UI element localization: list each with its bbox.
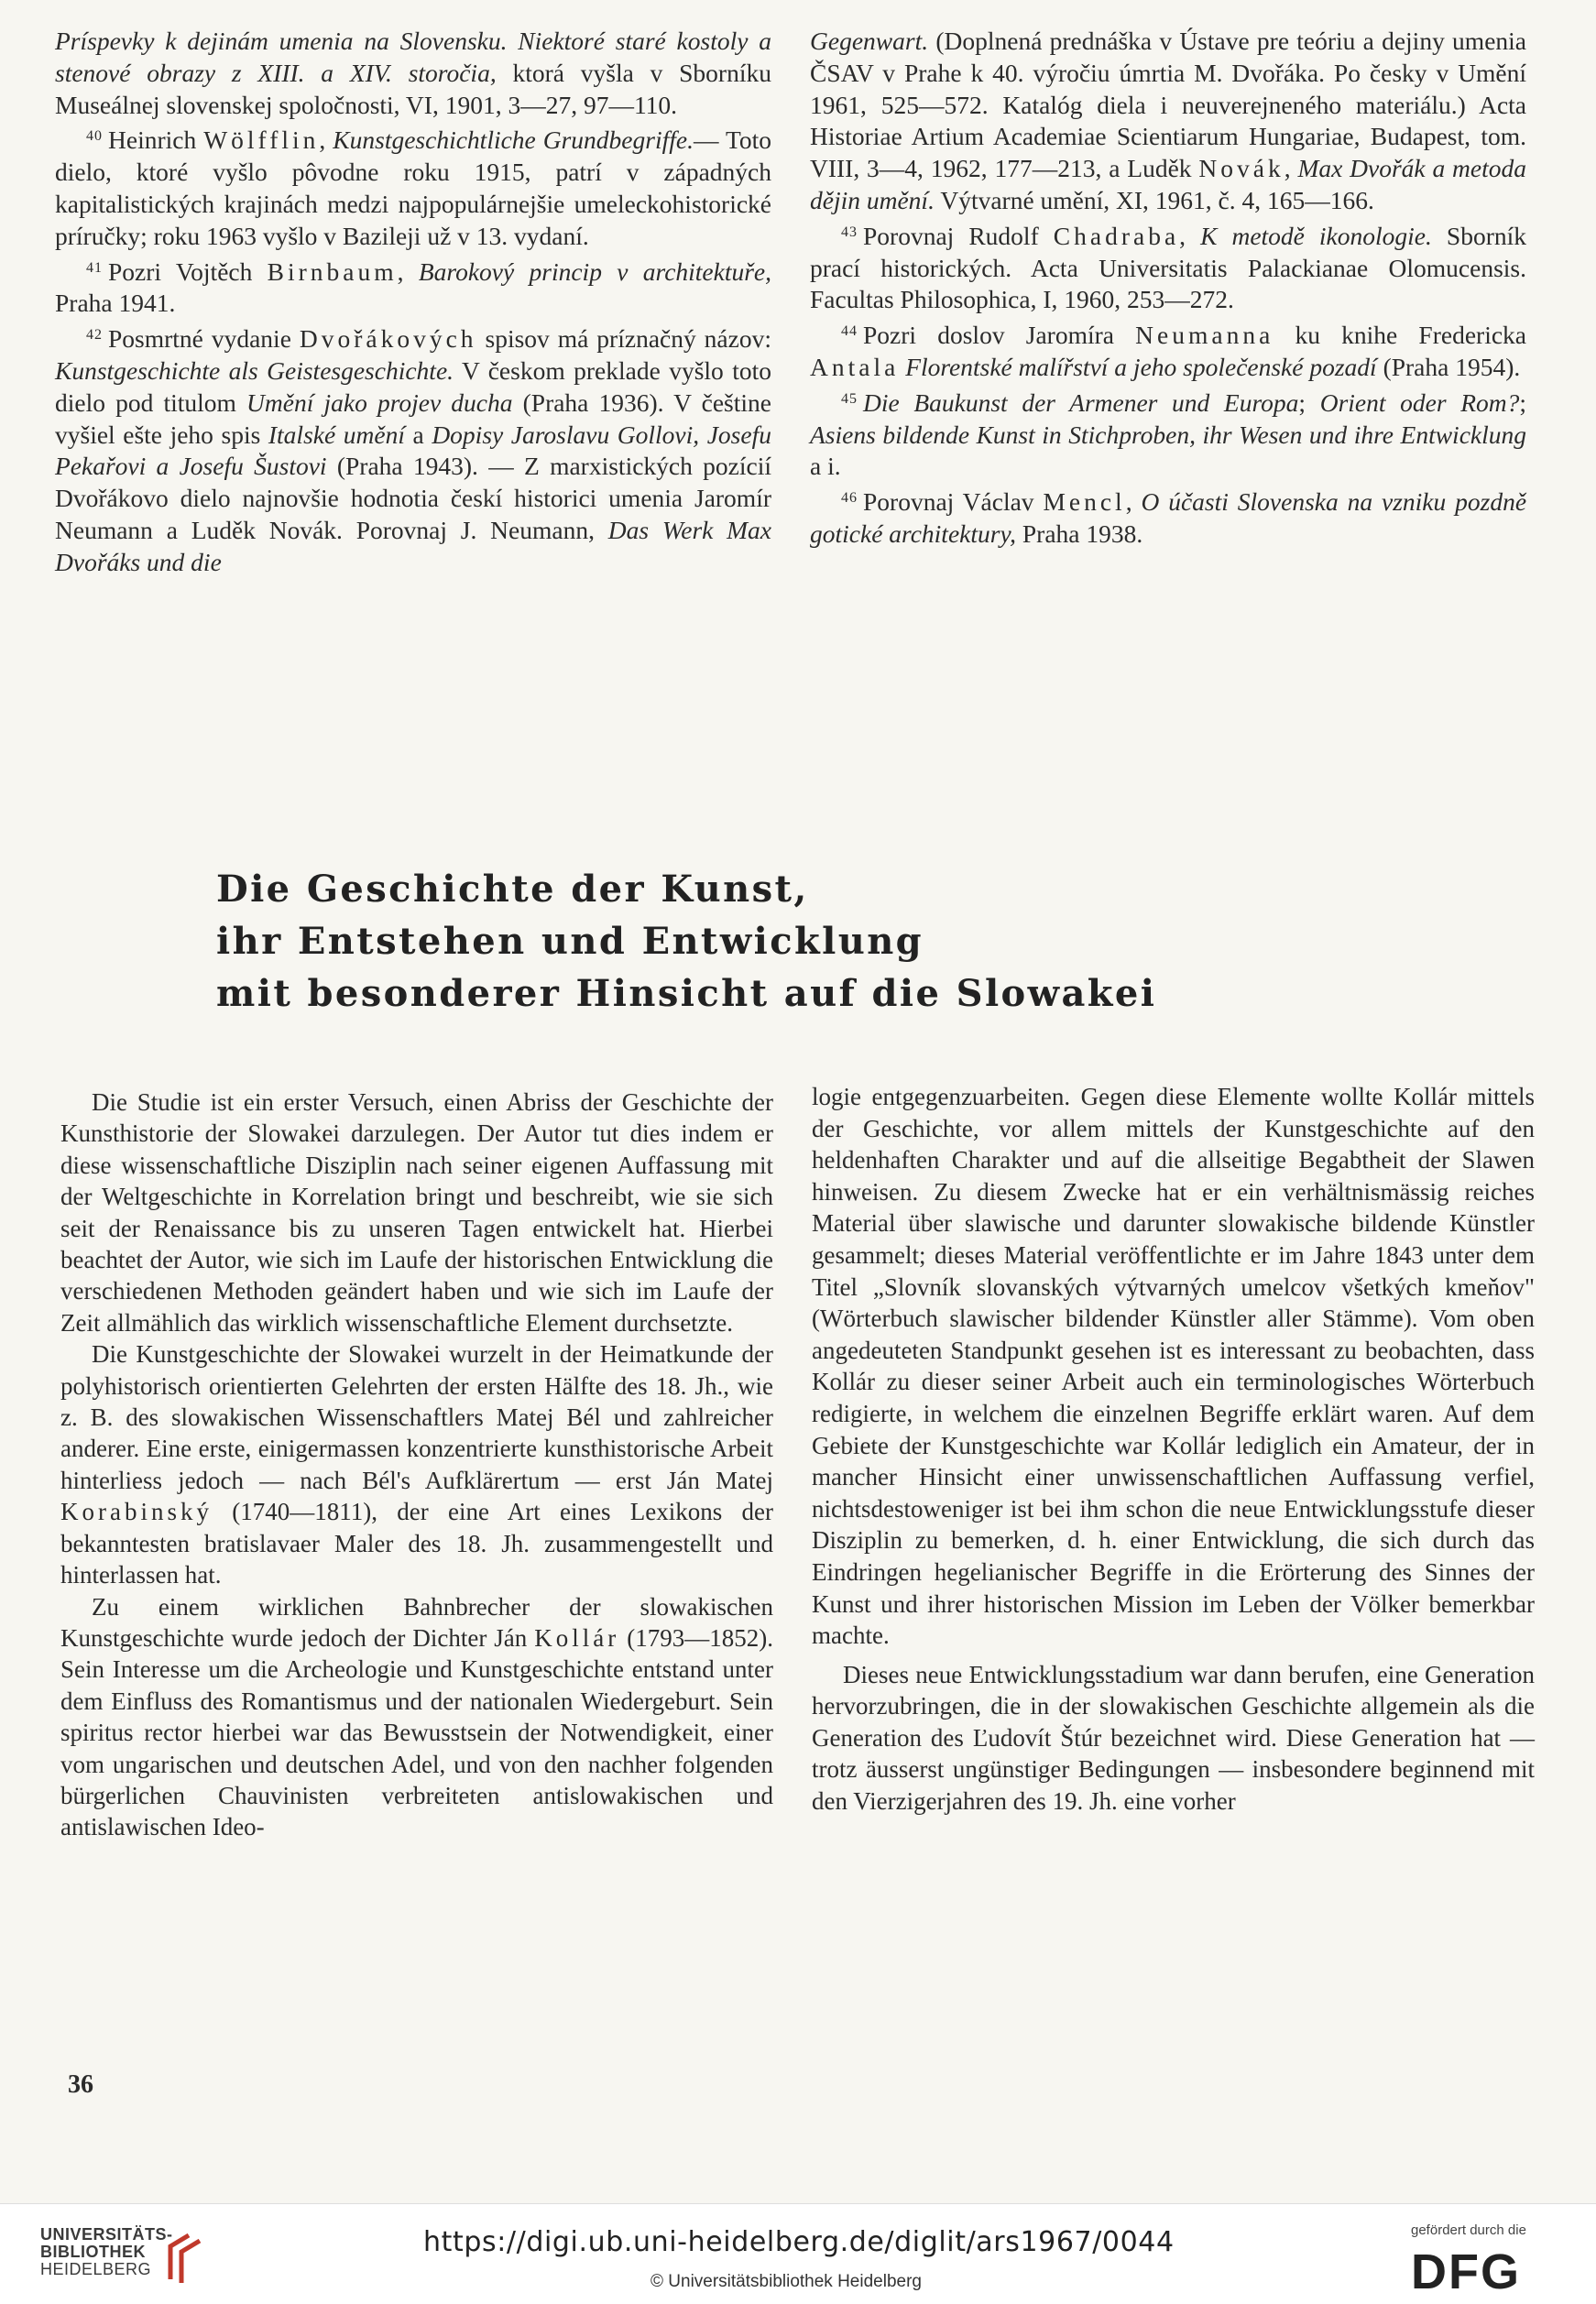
body-paragraph: Die Kunstgeschichte der Slowakei wurzelt in der Heimatkunde der polyhistorisch orientierten Gelehrten der ersten Hälfte des 18. Jh., wie z. B. des slowakischen Wissenschaftlers Matej Bél und zahlreicher anderer. Eine erste, einigermassen konzentrierte kunsthistorische Arbeit hinterliess jedoch — nach Bél's Aufklärertum — erst Ján Matej Korabinský (1740—1811), der eine Art eines Lexikons der bekanntesten bratislavaer Maler des 18. Jh. zusammengestellt und hinterlassen hat.: [60, 1340, 773, 1589]
footnote-44: $^{44}$ Pozri doslov Jaromíra Neumanna ku knihe Fredericka Antala Florentské malířství a jeho společenské pozadí (Praha 1954).: [810, 321, 1526, 381]
library-emblem-icon: [161, 2232, 205, 2287]
footnotes-left-column: [55, 26, 771, 579]
footer-bar: [0, 2203, 1596, 2304]
body-left-column: [60, 1086, 773, 1843]
dfg-logo[interactable]: [1411, 2244, 1558, 2294]
body-right-column: [812, 1081, 1535, 1818]
heading-line-3: mit besonderer Hinsicht auf die Slowakei: [216, 972, 1157, 1015]
footnote-continued: Príspevky k dejinám umenia na Slovensku. Niektoré staré kostoly a stenové obrazy z XIII. a XIV. storočia, ktorá vyšla v Sborníku Museálnej slovenskej spoločnosti, VI, 1901, 3—27, 97—110.: [55, 27, 771, 119]
body-paragraph: Die Studie ist ein erster Versuch, einen Abriss der Geschichte der Kunsthistorie der Slowakei darzulegen. Der Autor tut dies indem er diese wissenschaftliche Disziplin nach seiner eigenen Auffassung mit der Weltgeschichte in Korrelation bringt und beschreibt, wie sie sich seit der Renaissance bis zu unseren Tagen entwickelt hat. Hierbei beachtet der Autor, wie sich im Laufe der historischen Entwicklung die verschiedenen Methoden geändert haben und wie sich im Laufe der Zeit allmählich das wirklich wissenschaftliche Element durchsetzte.: [60, 1088, 773, 1337]
body-paragraph: Zu einem wirklichen Bahnbrecher der slowakischen Kunstgeschichte wurde jedoch der Dichter Ján Kollár (1793—1852). Sein Interesse um die Archeologie und Kunstgeschichte entstand unter dem Einfluss des Romantismus und der nationalen Wiedergeburt. Sein spiritus rector hierbei war das Bewusstsein der Notwendigkeit, einer vom ungarischen und deutschen Adel, und von den nachher folgenden bürgerlichen Chauvinisten verbreiteten antislowakischen und antislawischen Ideo-: [60, 1592, 774, 1841]
footnote-42: $^{42}$ Posmrtné vydanie Dvořákových spisov má príznačný názov: Kunstgeschichte als Geistesgeschichte. V českom preklade vyšlo toto dielo pod titulom Umění jako projev ducha (Praha 1936). V češtine vyšiel ešte jeho spis Italské umění a Dopisy Jaroslavu Gollovi, Josefu Pekařovi a Josefu Šustovi (Praha 1943). — Z marxistických pozícií Dvořákovo dielo najnovšie hodnotia českí historici umenia Jaromír Neumann a Luděk Novák. Porovnaj J. Neumann, Das Werk Max Dvořáks und die: [55, 324, 771, 576]
heading-line-1: Die Geschichte der Kunst,: [216, 868, 809, 911]
library-name-line-3: HEIDELBERG: [40, 2260, 152, 2278]
library-name-line-2: BIBLIOTHEK: [40, 2243, 146, 2261]
heading-line-2: ihr Entstehen und Entwicklung: [216, 920, 924, 963]
footnote-continued: Gegenwart. (Doplnená prednáška v Ústave pre teóriu a dejiny umenia ČSAV v Prahe k 40. výročiu úmrtia M. Dvořáka. Po česky v Umění 1961, 525—572. Katalóg diela i neuverejneného materiálu.) Acta Historiae Artium Academiae Scientiarum Hungariae, Budapest, tom. VIII, 3—4, 1962, 177—213, a Luděk Novák, Max Dvořák a metoda dějin umění. Výtvarné umění, XI, 1961, č. 4, 165—166.: [810, 27, 1527, 214]
body-paragraph: Dieses neue Entwicklungsstadium war dann berufen, eine Generation hervorzubringen, die in der slowakischen Geschichte allgemein als die Generation des Ľudovít Štúr bezeichnet wird. Diese Generation hat — trotz äusserst ungünstiger Bedingungen — insbesondere beginnend mit den Vierzigerjahren des 19. Jh. eine vorher: [812, 1660, 1535, 1816]
page-number: 36: [68, 2070, 93, 2099]
footnotes-right-column: [810, 26, 1526, 551]
library-logo[interactable]: [40, 2226, 173, 2278]
footnote-46: $^{46}$ Porovnaj Václav Mencl, O účasti Slovenska na vzniku pozdně gotické architektury, Praha 1938.: [810, 487, 1527, 548]
footnote-43: $^{43}$ Porovnaj Rudolf Chadraba, K metodě ikonologie. Sborník prací historických. Acta Universitatis Palackianae Olomucensis. Facultas Philosophica, I, 1960, 253—272.: [810, 221, 1527, 314]
permalink-url[interactable]: https://digi.ub.uni-heidelberg.de/diglit/ars1967/0044: [423, 2226, 1175, 2258]
section-heading: [216, 863, 1316, 1020]
body-paragraph: logie entgegenzuarbeiten. Gegen diese Elemente wollte Kollár mittels der Geschichte, vor allem mittels der Kunstgeschichte auf den heldenhaften Charakter und auf die allseitige Begabtheit der Slawen hinweisen. Zu diesem Zwecke hat er ein verhältnismässig reiches Material über slawische und darunter slowakische bildende Künstler gesammelt; dieses Material veröffentlichte er im Jahre 1843 unter dem Titel „Slovník slovanských výtvarných umelcov všetkých kmeňov" (Wörterbuch slawischer bildender Künstler aller Stämme). Vom oben angedeuteten Standpunkt gesehen ist es interessant zu beobachten, dass Kollár zu dieser seiner Arbeit auch ein terminologisches Wörterbuch redigierte, in welchem die einzelnen Begriffe erklärt waren. Auf dem Gebiete der Kunstgeschichte war Kollár lediglich ein Amateur, der in mancher Hinsicht einer unwissenschaftlichen Auffassung verfiel, nichtsdestoweniger ist bei ihm schon die neue Entwicklungsstufe dieser Disziplin zu bemerken, d. h. einer Entwicklung, die sich durch das Eindringen hegelianischer Begriffe in die Erörterung des Sinnes der Kunst und ihrer historischen Mission im Leben der Völker bemerkbar machte.: [812, 1083, 1535, 1650]
copyright-notice: © Universitätsbibliothek Heidelberg: [650, 2272, 922, 2291]
footnote-45: $^{45}$ Die Baukunst der Armener und Europa; Orient oder Rom?; Asiens bildende Kunst in Stichproben, ihr Wesen und ihre Entwicklung a i.: [810, 388, 1527, 481]
library-name-line-1: UNIVERSITÄTS-: [40, 2225, 173, 2244]
funding-caption: gefördert durch die: [1411, 2222, 1526, 2238]
footnote-41: $^{41}$ Pozri Vojtěch Birnbaum, Barokový princip v architektuře, Praha 1941.: [55, 257, 772, 318]
dfg-logo-text: DFG: [1411, 2244, 1521, 2294]
footnote-40: $^{40}$ Heinrich Wölfflin, Kunstgeschichtliche Grundbegriffe.— Toto dielo, ktoré vyšlo pôvodne roku 1915, patrí v západných kapitalistických krajinách medzi najpopulárnejšie umeleckohistorické príručky; roku 1963 vyšlo v Bazileji už v 13. vydaní.: [55, 126, 771, 250]
